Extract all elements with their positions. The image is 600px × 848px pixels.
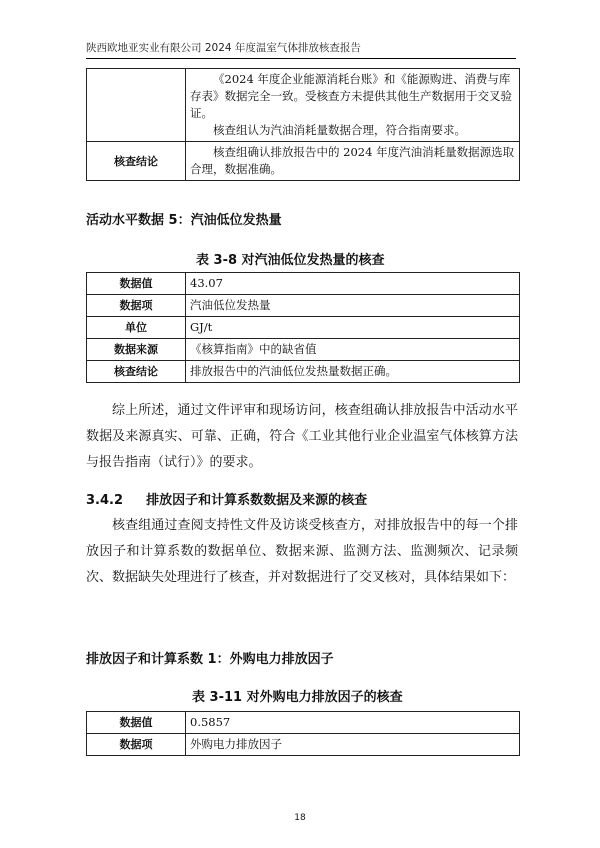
table-row (87, 734, 520, 756)
row-label: 数据项 (87, 734, 186, 756)
row-label: 数据值 (87, 712, 186, 734)
page-number: 18 (294, 813, 306, 823)
table-3-11 (86, 711, 520, 756)
summary-paragraph: 综上所述，通过文件评审和现场访问，核查组确认排放报告中活动水平数据及来源真实、可靠、正确，符合《工业其他行业企业温室气体核算方法与报告指南（试行）》的要求。 (86, 403, 518, 470)
row-label: 核查结论 (87, 361, 186, 383)
table-caption: 表 3-8 对汽油低位发热量的核查 (196, 253, 385, 268)
table-row (87, 273, 520, 295)
header-rule (86, 58, 516, 59)
row-value (186, 142, 520, 181)
section-title: 排放因子和计算系数数据及来源的核查 (146, 493, 368, 508)
table-row (87, 361, 520, 383)
running-header: 陕西欧地亚实业有限公司 2024 年度温室气体排放核查报告 (86, 42, 361, 54)
row-value (186, 69, 520, 142)
table-row (87, 295, 520, 317)
section-paragraph: 核查组通过查阅支持性文件及访谈受核查方，对排放报告中的每一个排放因子和计算系数的数据单位、数据来源、监测方法、监测频次、记录频次、数据缺失处理进行了核查，并对数据进行了交叉核对，具体结果如下： (86, 518, 518, 585)
table-3-8 (86, 272, 520, 383)
continued-verification-table (86, 68, 520, 181)
section-heading (86, 489, 367, 508)
row-value: 汽油低位发热量 (186, 295, 520, 317)
row-value: 外购电力排放因子 (186, 734, 520, 756)
cell-paragraph: 核查组确认排放报告中的 2024 年度汽油消耗量数据源选取合理，数据准确。 (190, 145, 515, 176)
row-label: 数据项 (87, 295, 186, 317)
table-row (87, 142, 520, 181)
table-row (87, 339, 520, 361)
table-row (87, 317, 520, 339)
row-value: 43.07 (186, 273, 520, 295)
table-row (87, 712, 520, 734)
row-value: 0.5857 (186, 712, 520, 734)
row-label: 数据来源 (87, 339, 186, 361)
cell-paragraph: 核查组认为汽油消耗量数据合理，符合指南要求。 (213, 123, 466, 137)
table-row (87, 69, 520, 142)
table-caption: 表 3-11 对外购电力排放因子的核查 (192, 690, 403, 705)
activity-data-heading: 活动水平数据 5：汽油低位发热量 (86, 213, 282, 228)
cell-paragraph: 《2024 年度企业能源消耗台账》和《能源购进、消费与库存表》数据完全一致。受核查方未提供其他生产数据用于交叉验证。 (190, 72, 512, 120)
row-label: 数据值 (87, 273, 186, 295)
emission-factor-heading: 排放因子和计算系数 1：外购电力排放因子 (86, 652, 334, 667)
row-label: 单位 (87, 317, 186, 339)
row-label: 核查结论 (87, 142, 186, 181)
row-value: GJ/t (186, 317, 520, 339)
section-number: 3.4.2 (86, 493, 124, 508)
row-value: 排放报告中的汽油低位发热量数据正确。 (186, 361, 520, 383)
row-value: 《核算指南》中的缺省值 (186, 339, 520, 361)
row-label (87, 69, 186, 142)
